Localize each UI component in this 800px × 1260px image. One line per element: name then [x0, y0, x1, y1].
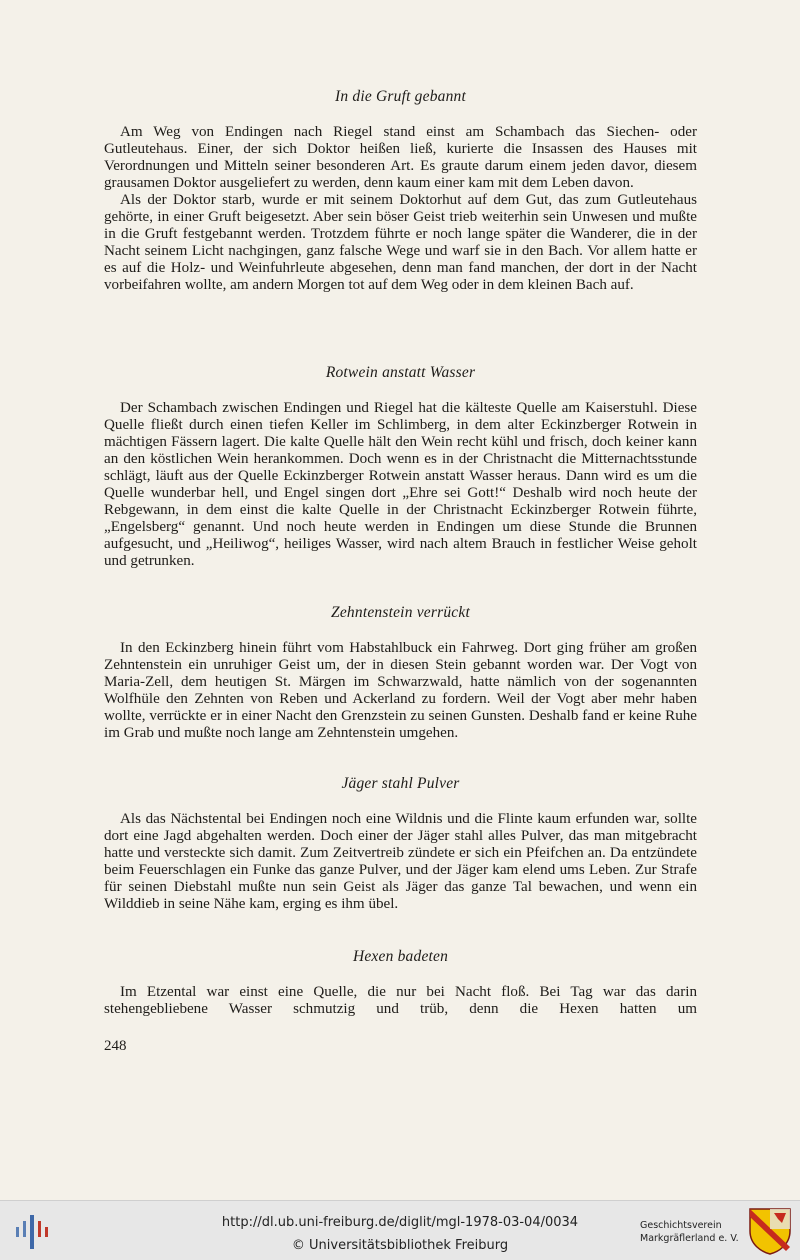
story-in-die-gruft-gebannt — [104, 88, 697, 294]
story-paragraph: Am Weg von Endingen nach Riegel stand einst am Schambach das Siechen- oder Gutleutehaus. Einer, der sich Doktor heißen ließ, kurierte die Insassen des Hauses mit Verordnungen und Mitteln seiner besonderen Art. Es graute darum einem jeden davor, diesem grausamen Doktor ausgeliefert zu werden, denn kaum einer kam mit dem Leben davon. — [104, 124, 697, 191]
story-paragraph: Als der Doktor starb, wurde er mit seinem Doktorhut auf dem Gut, das zum Gutleutehaus gehörte, in einer Gruft beigesetzt. Aber sein böser Geist trieb weiterhin sein Unwesen und mußte in die Gruft festgebannt werden. Trotzdem führte er noch lange später die Wanderer, die in der Nacht seinem Licht nachgingen, ganz falsche Wege und warf sie in den Bach. Vor allem hatte er es auf die Holz- und Weinfuhrleute abgesehen, denn man fand manchen, der dort in der Nacht vorbeifahren wollte, am andern Morgen tot auf dem Weg oder in dem kleinen Bach auf. — [104, 192, 697, 293]
story-title: Rotwein anstatt Wasser — [325, 364, 476, 381]
association-name — [640, 1219, 739, 1245]
story-body — [104, 124, 697, 294]
story-title: Hexen badeten — [352, 948, 449, 965]
story-title: Jäger stahl Pulver — [341, 775, 460, 792]
story-zehntenstein-verrueckt — [104, 604, 697, 742]
association-line-1: Geschichtsverein — [640, 1220, 722, 1231]
story-body — [104, 640, 697, 742]
story-jaeger-stahl-pulver — [104, 775, 697, 913]
document-url[interactable]: http://dl.ub.uni-freiburg.de/diglit/mgl-1978-03-04/0034 — [221, 1215, 579, 1230]
story-paragraph: In den Eckinzberg hinein führt vom Habstahlbuck ein Fahrweg. Dort ging früher am großen Zehntenstein ein unruhiger Geist um, der in diesen Stein gebannt worden war. Der Vogt von Maria-Zell, dem heutigen St. Märgen im Schwarzwald, hatte nämlich von der sogenannten Wolfhüle den Zehnten von Reben und Ackerland zu fordern. Weil der Vogt aber mehr haben wollte, verrückte er in einer Nacht den Grenzstein zu seinen Gunsten. Deshalb fand er keine Ruhe im Grab und mußte noch lange am Zehntenstein umgehen. — [104, 640, 697, 741]
coat-of-arms-icon — [748, 1207, 792, 1255]
story-body — [104, 400, 697, 570]
story-paragraph: Im Etzental war einst eine Quelle, die nur bei Nacht floß. Bei Tag war das darin stehengebliebene Wasser schmutzig und trüb, denn die Hexen hatten um — [104, 984, 697, 1017]
story-paragraph: Als das Nächstental bei Endingen noch eine Wildnis und die Flinte kaum erfunden war, sollte dort eine Jagd abgehalten werden. Doch einer der Jäger stahl alles Pulver, das man mitgebracht hatte und versteckte sich damit. Zum Zeitvertreib zündete er sich ein Pfeifchen an. Da entzündete beim Feuerschlagen ein Funke das ganze Pulver, und der Jäger kam elend ums Leben. Zur Strafe für seinen Diebstahl mußte nun sein Geist als Jäger das ganze Tal bewachen, und wenn ein Wilddieb in seine Nähe kam, erging es ihm übel. — [104, 811, 697, 912]
page-number: 248 — [104, 1038, 127, 1054]
copyright-notice: © Universitätsbibliothek Freiburg — [291, 1238, 509, 1253]
viewer-footer — [0, 1200, 800, 1260]
story-paragraph: Der Schambach zwischen Endingen und Riegel hat die kälteste Quelle am Kaiserstuhl. Diese Quelle fließt durch einen tiefen Keller im Schlimberg, in dem alter Eckinzberger Rotwein in mächtigen Fässern lagert. Die kalte Quelle hält den Wein recht kühl und frisch, doch keiner kann an den köstlichen Wein herankommen. Doch wenn es in der Christnacht die Mitternachtsstunde schlägt, läuft aus der Quelle Eckinzberger Rotwein anstatt Wasser heraus. Dann wird es um die Quelle wunderbar hell, und Engel singen dort „Ehre sei Gott!“ Deshalb wird noch heute der Rebgewann, in dem einst die kalte Quelle in der Christnacht Eckinzberger Rotwein führte, „Engelsberg“ genannt. Und noch heute werden in Endingen um diese Stunde die Brunnen aufgesucht, und „Heiliwog“, heiliges Wasser, wird nach altem Brauch in festlicher Weise geholt und getrunken. — [104, 400, 697, 569]
association-line-2: Markgräflerland e. V. — [640, 1233, 739, 1244]
story-body — [104, 984, 697, 1018]
story-body — [104, 811, 697, 913]
story-title: Zehntenstein verrückt — [331, 604, 470, 621]
story-hexen-badeten — [104, 948, 697, 1018]
story-rotwein-anstatt-wasser — [104, 364, 697, 570]
library-logo-icon — [14, 1213, 50, 1251]
story-title: In die Gruft gebannt — [335, 88, 466, 105]
